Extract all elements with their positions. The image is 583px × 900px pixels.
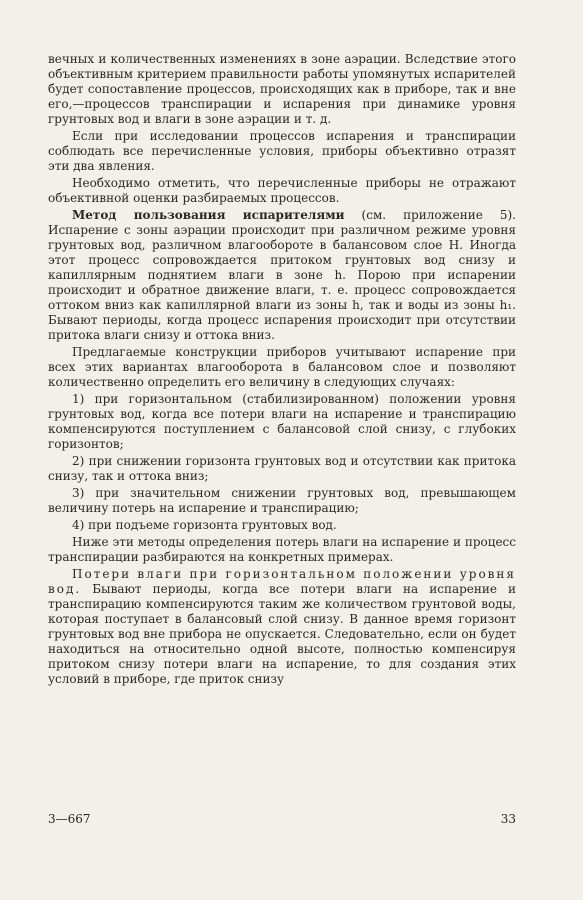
signature-mark: 3—667: [48, 812, 91, 826]
paragraph-4: Метод пользования испарителями (см. приложение 5). Испарение с зоны аэрации происходит при различном режиме уровня грунтовых вод, различном влагообороте в балансовом слое H. Иногда этот процесс сопровождается притоком грунтовых вод снизу и капиллярным поднятием влаги в зоне h. Порою при испарении происходит и обратное движение влаги, т. е. процесс сопровождается оттоком вниз как капиллярной влаги из зоны h, так и воды из зоны h₁. Бывают периоды, когда процесс испарения происходит при отсутствии притока влаги снизу и оттока вниз.: [48, 208, 516, 342]
list-item-1: 1) при горизонтальном (стабилизированном) положении уровня грунтовых вод, когда все потери влаги на испарение и транспирацию компенсируются поступлением с балансовой слой снизу, с глубоких горизонтов;: [48, 392, 516, 451]
paragraph-7: Потери влаги при горизонтальном положении уровня вод. Бывают периоды, когда все потери влаги на испарение и транспирацию компенсируются таким же количеством грунтовой воды, которая поступает в балансовый слой снизу. В данное время горизонт грунтовых вод вне прибора не опускается. Следовательно, если он будет находиться на относительно одной высоте, полностью компенсируя притоком снизу потери влаги на испарение, то для создания этих условий в приборе, где приток снизу: [48, 567, 516, 686]
paragraph-6: Ниже эти методы определения потерь влаги на испарение и процесс транспирации разбираются на конкретных примерах.: [48, 535, 516, 564]
paragraph-5: Предлагаемые конструкции приборов учитывают испарение при всех этих вариантах влагооборота в балансовом слое и позволяют количественно определить его величину в следующих случаях:: [48, 345, 516, 389]
section-heading-method: Метод пользования испарителями: [72, 208, 345, 222]
section-heading-horizontal: Потери влаги при горизонтальном положении уровня вод.: [48, 567, 516, 596]
paragraph-3: Необходимо отметить, что перечисленные приборы не отражают объективной оценки разбираемых процессов.: [48, 176, 516, 205]
paragraph-2: Если при исследовании процессов испарения и транспирации соблюдать все перечисленные условия, приборы объективно отразят эти два явления.: [48, 129, 516, 173]
list-item-2: 2) при снижении горизонта грунтовых вод и отсутствии как притока снизу, так и оттока вниз;: [48, 454, 516, 483]
paragraph-1: вечных и количественных изменениях в зоне аэрации. Вследствие этого объективным критерием правильности работы упомянутых испарителей будет сопоставление процессов, происходящих как в приборе, так и вне его,—процессов транспирации и испарения при динамике уровня грунтовых вод и влаги в зоне аэрации и т. д.: [48, 52, 516, 126]
list-item-4: 4) при подъеме горизонта грунтовых вод.: [72, 518, 337, 532]
list-item-3: 3) при значительном снижении грунтовых вод, превышающем величину потерь на испарение и транспирацию;: [48, 486, 516, 515]
page-number: 33: [500, 812, 516, 826]
page-footer: [48, 812, 516, 826]
body-text: [48, 52, 516, 689]
